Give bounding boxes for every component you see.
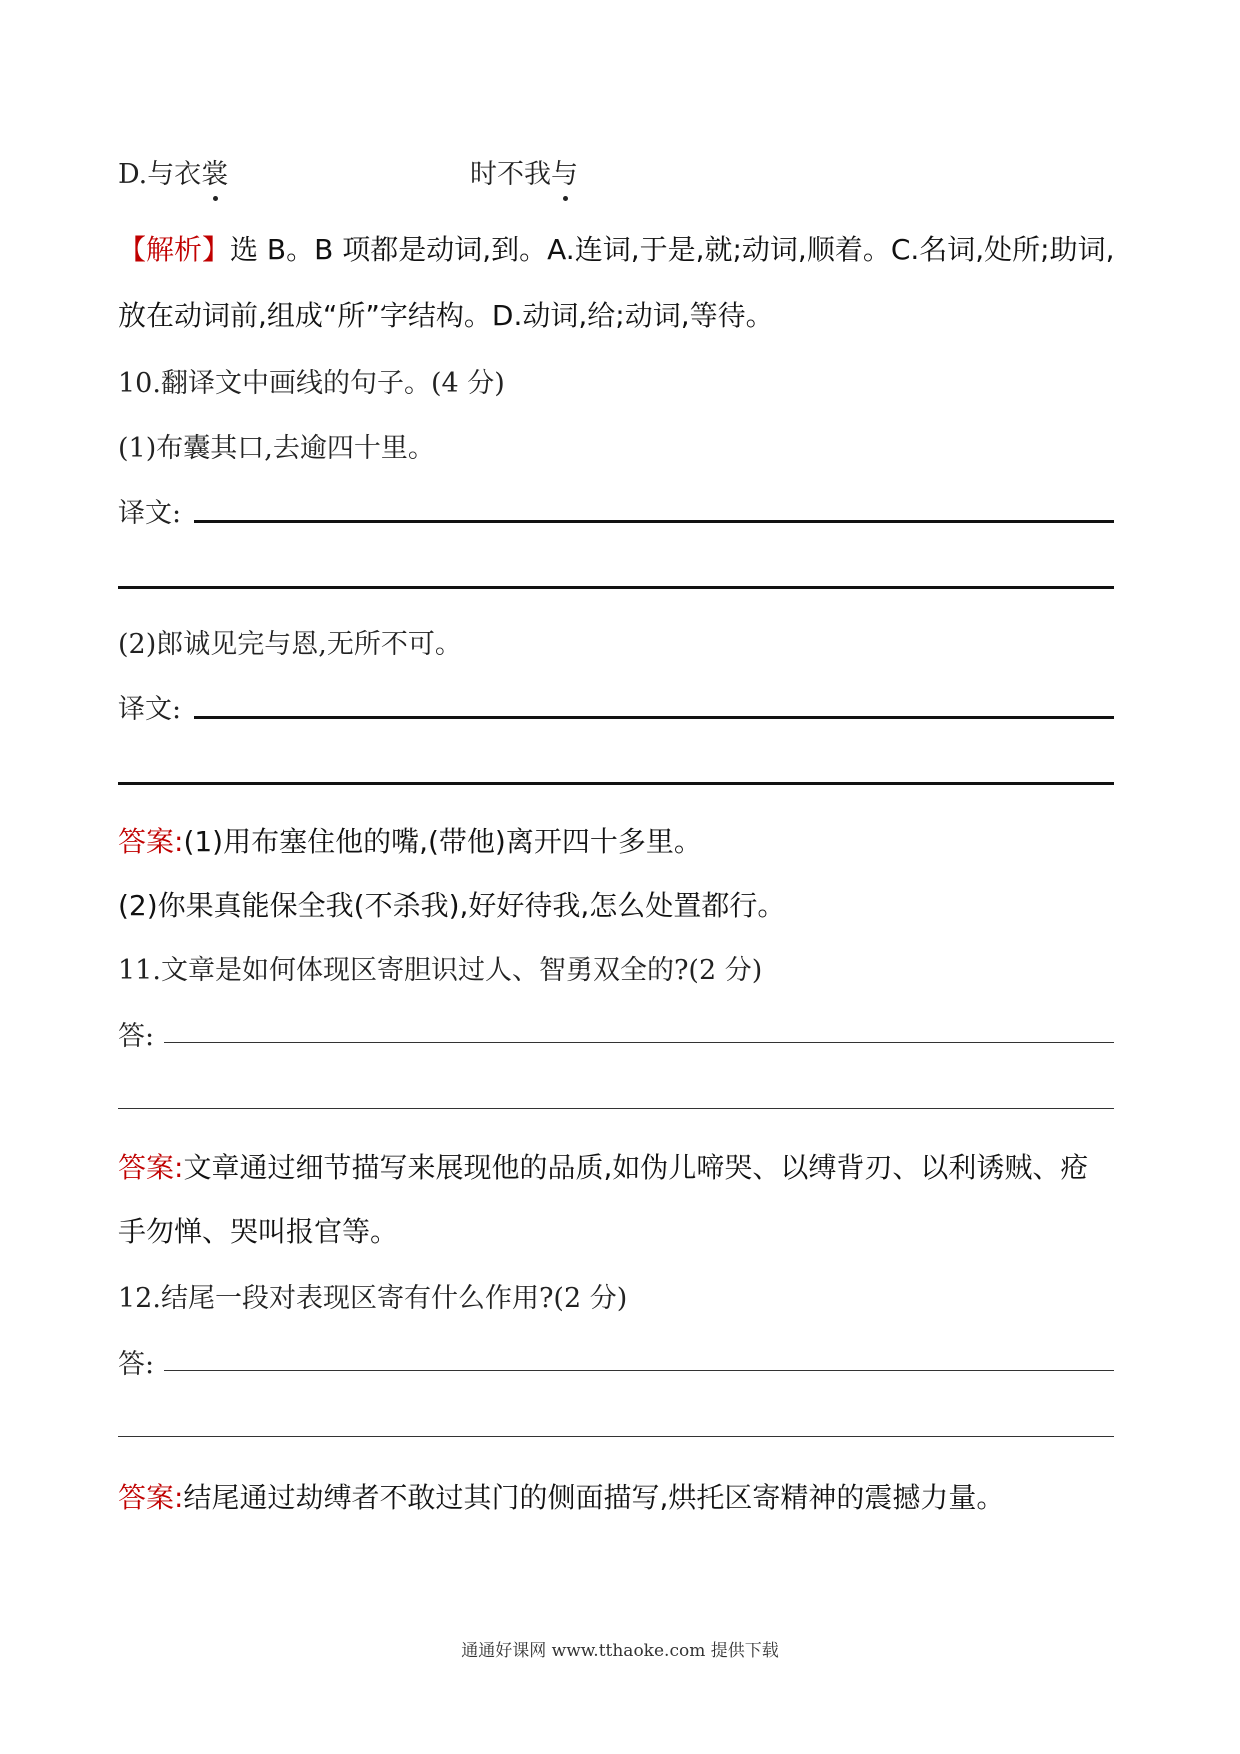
option-d (118, 152, 228, 191)
answer-label: 答案: (118, 825, 184, 858)
answer-11-line-2: 手勿惮、哭叫报官等。 (118, 1215, 399, 1248)
answer-line[interactable] (194, 520, 1114, 523)
answer-line[interactable] (118, 782, 1114, 785)
answer-10-text-1: (1)用布塞住他的嘴,(带他)离开四十多里。 (183, 825, 702, 858)
answer-label-11: 答: (118, 1021, 155, 1052)
option-d-left: 与衣 (147, 159, 202, 190)
answer-12-text-1: 结尾通过劫缚者不敢过其门的侧面描写,烘托区寄精神的震撼力量。 (183, 1481, 1005, 1514)
answer-11-line-1 (118, 1146, 1088, 1186)
analysis-line-2: 放在动词前,组成“所”字结构。D.动词,给;动词,等待。 (118, 299, 774, 332)
question-10-sentence-2: (2)郎诚见完与恩,无所不可。 (118, 629, 462, 660)
option-d-left-dotted: 裳 (201, 152, 228, 191)
analysis-label: 【解析】 (118, 233, 231, 266)
answer-label-12: 答: (118, 1349, 155, 1380)
answer-line[interactable] (118, 586, 1114, 589)
analysis-line-1 (118, 228, 1115, 268)
answer-line[interactable] (118, 1436, 1114, 1437)
page-footer: 通通好课网 www.tthaoke.com 提供下载 (461, 1641, 779, 1661)
analysis-text-1: 选 B。B 项都是动词,到。A.连词,于是,就;动词,顺着。C.名词,处所;助词, (230, 233, 1115, 266)
translation-label-1: 译文: (118, 498, 182, 529)
option-d-right-dotted: 与 (551, 152, 578, 191)
translation-label-2: 译文: (118, 694, 182, 725)
answer-line[interactable] (164, 1042, 1114, 1043)
answer-10-line-2: (2)你果真能保全我(不杀我),好好待我,怎么处置都行。 (118, 889, 786, 922)
option-d-prefix: D. (118, 159, 148, 190)
answer-label: 答案: (118, 1151, 184, 1184)
answer-line[interactable] (194, 716, 1114, 719)
answer-line[interactable] (118, 1108, 1114, 1109)
question-10-title: 10.翻译文中画线的句子。(4 分) (118, 368, 505, 399)
question-12-title: 12.结尾一段对表现区寄有什么作用?(2 分) (118, 1283, 628, 1314)
answer-12-line-1 (118, 1476, 1004, 1516)
answer-label: 答案: (118, 1481, 184, 1514)
question-11-title: 11.文章是如何体现区寄胆识过人、智勇双全的?(2 分) (118, 955, 763, 986)
answer-11-text-1: 文章通过细节描写来展现他的品质,如伪儿啼哭、以缚背刃、以利诱贼、疮 (183, 1151, 1089, 1184)
answer-line[interactable] (164, 1370, 1114, 1371)
option-d-right-text: 时不我 (470, 159, 551, 190)
question-10-sentence-1: (1)布囊其口,去逾四十里。 (118, 433, 435, 464)
answer-10-line-1 (118, 820, 702, 860)
option-d-right (470, 152, 578, 191)
